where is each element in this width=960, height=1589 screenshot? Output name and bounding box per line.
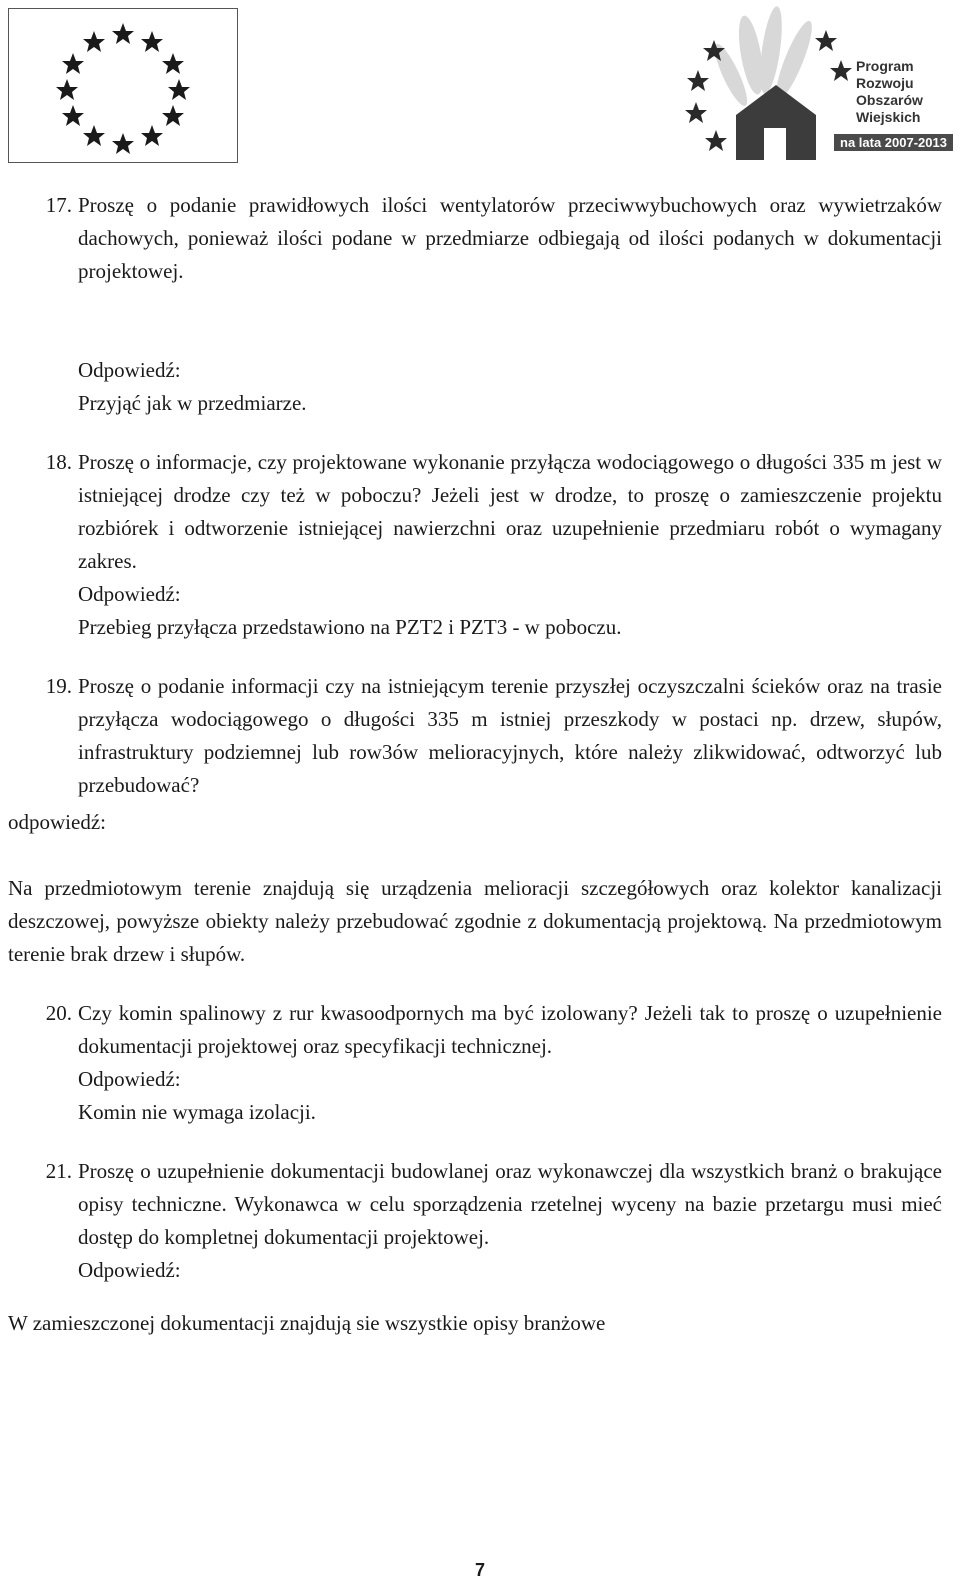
answer-text: Przyjąć jak w przedmiarze. <box>78 391 307 415</box>
answer-label: Odpowiedź: <box>78 358 181 382</box>
question-number: 18. <box>45 450 72 474</box>
prow-logo <box>676 0 960 165</box>
question-item-19 <box>8 670 942 802</box>
question-number: 17. <box>45 193 72 217</box>
question-number: 21. <box>45 1159 72 1183</box>
page-number: 7 <box>474 1560 485 1580</box>
answer-text: Na przedmiotowym terenie znajdują się urządzenia melioracji szczegółowych oraz kolektor kanalizacji deszczowej, powyższe obiekty należy przebudować zgodnie z dokumentacją projektową. Na przedmiotowym terenie brak drzew i słupów. <box>8 876 942 966</box>
question-item-17 <box>8 189 942 420</box>
question-text: Czy komin spalinowy z rur kwasoodpornych ma być izolowany? Jeżeli tak to proszę o uzupełnienie dokumentacji projektowej oraz specyfikacji technicznej. <box>78 1001 942 1058</box>
eu-logo <box>8 8 238 163</box>
answer-text: Komin nie wymaga izolacji. <box>78 1100 316 1124</box>
answer-label: Odpowiedź: <box>78 582 181 606</box>
answer-label: Odpowiedź: <box>78 1258 181 1282</box>
prow-line: Wiejskich <box>856 109 921 125</box>
question-number: 19. <box>45 674 72 698</box>
prow-logo-text <box>856 58 923 126</box>
answer-text: W zamieszczonej dokumentacji znajdują sie wszystkie opisy branżowe <box>8 1311 606 1335</box>
document-content <box>8 189 942 1340</box>
answer-label: odpowiedź: <box>8 810 106 834</box>
prow-line: Program <box>856 58 914 74</box>
prow-line: Obszarów <box>856 92 923 108</box>
question-item-20 <box>8 997 942 1129</box>
question-item-21 <box>8 1155 942 1287</box>
wheat-stars-emblem-icon <box>676 0 856 165</box>
eu-stars-icon <box>9 9 237 162</box>
question-number: 20. <box>45 1001 72 1025</box>
prow-years: na lata 2007-2013 <box>834 134 953 151</box>
prow-line: Rozwoju <box>856 75 914 91</box>
answer-label: Odpowiedź: <box>78 1067 181 1091</box>
question-item-18 <box>8 446 942 644</box>
answer-text: Przebieg przyłącza przedstawiono na PZT2 i PZT3 - w poboczu. <box>78 615 622 639</box>
question-text: Proszę o informacje, czy projektowane wykonanie przyłącza wodociągowego o długości 335 m jest w istniejącej drodze czy też w poboczu? Jeżeli jest w drodze, to proszę o zamieszczenie projektu rozbiórek i odtworzenie istniejącej nawierzchni oraz uzupełnienie przedmiaru robót o wymagany zakres. <box>78 450 942 573</box>
question-text: Proszę o podanie prawidłowych ilości wentylatorów przeciwwybuchowych oraz wywietrzaków dachowych, ponieważ ilości podane w przedmiarze odbiegają od ilości podanych w dokumentacji projektowej. <box>78 193 942 283</box>
question-text: Proszę o podanie informacji czy na istniejącym terenie przyszłej oczyszczalni ścieków oraz na trasie przyłącza wodociągowego o długości 335 m istniej przeszkody w postaci np. drzew, słupów, infrastruktury podziemnej lub row3ów melioracyjnych, które należy zlikwidować, odtworzyć lub przebudować? <box>78 674 942 797</box>
question-text: Proszę o uzupełnienie dokumentacji budowlanej oraz wykonawczej dla wszystkich branż o brakujące opisy techniczne. Wykonawca w celu sporządzenia rzetelnej wyceny na bazie przetargu musi mieć dostęp do kompletnej dokumentacji projektowej. <box>78 1159 942 1249</box>
